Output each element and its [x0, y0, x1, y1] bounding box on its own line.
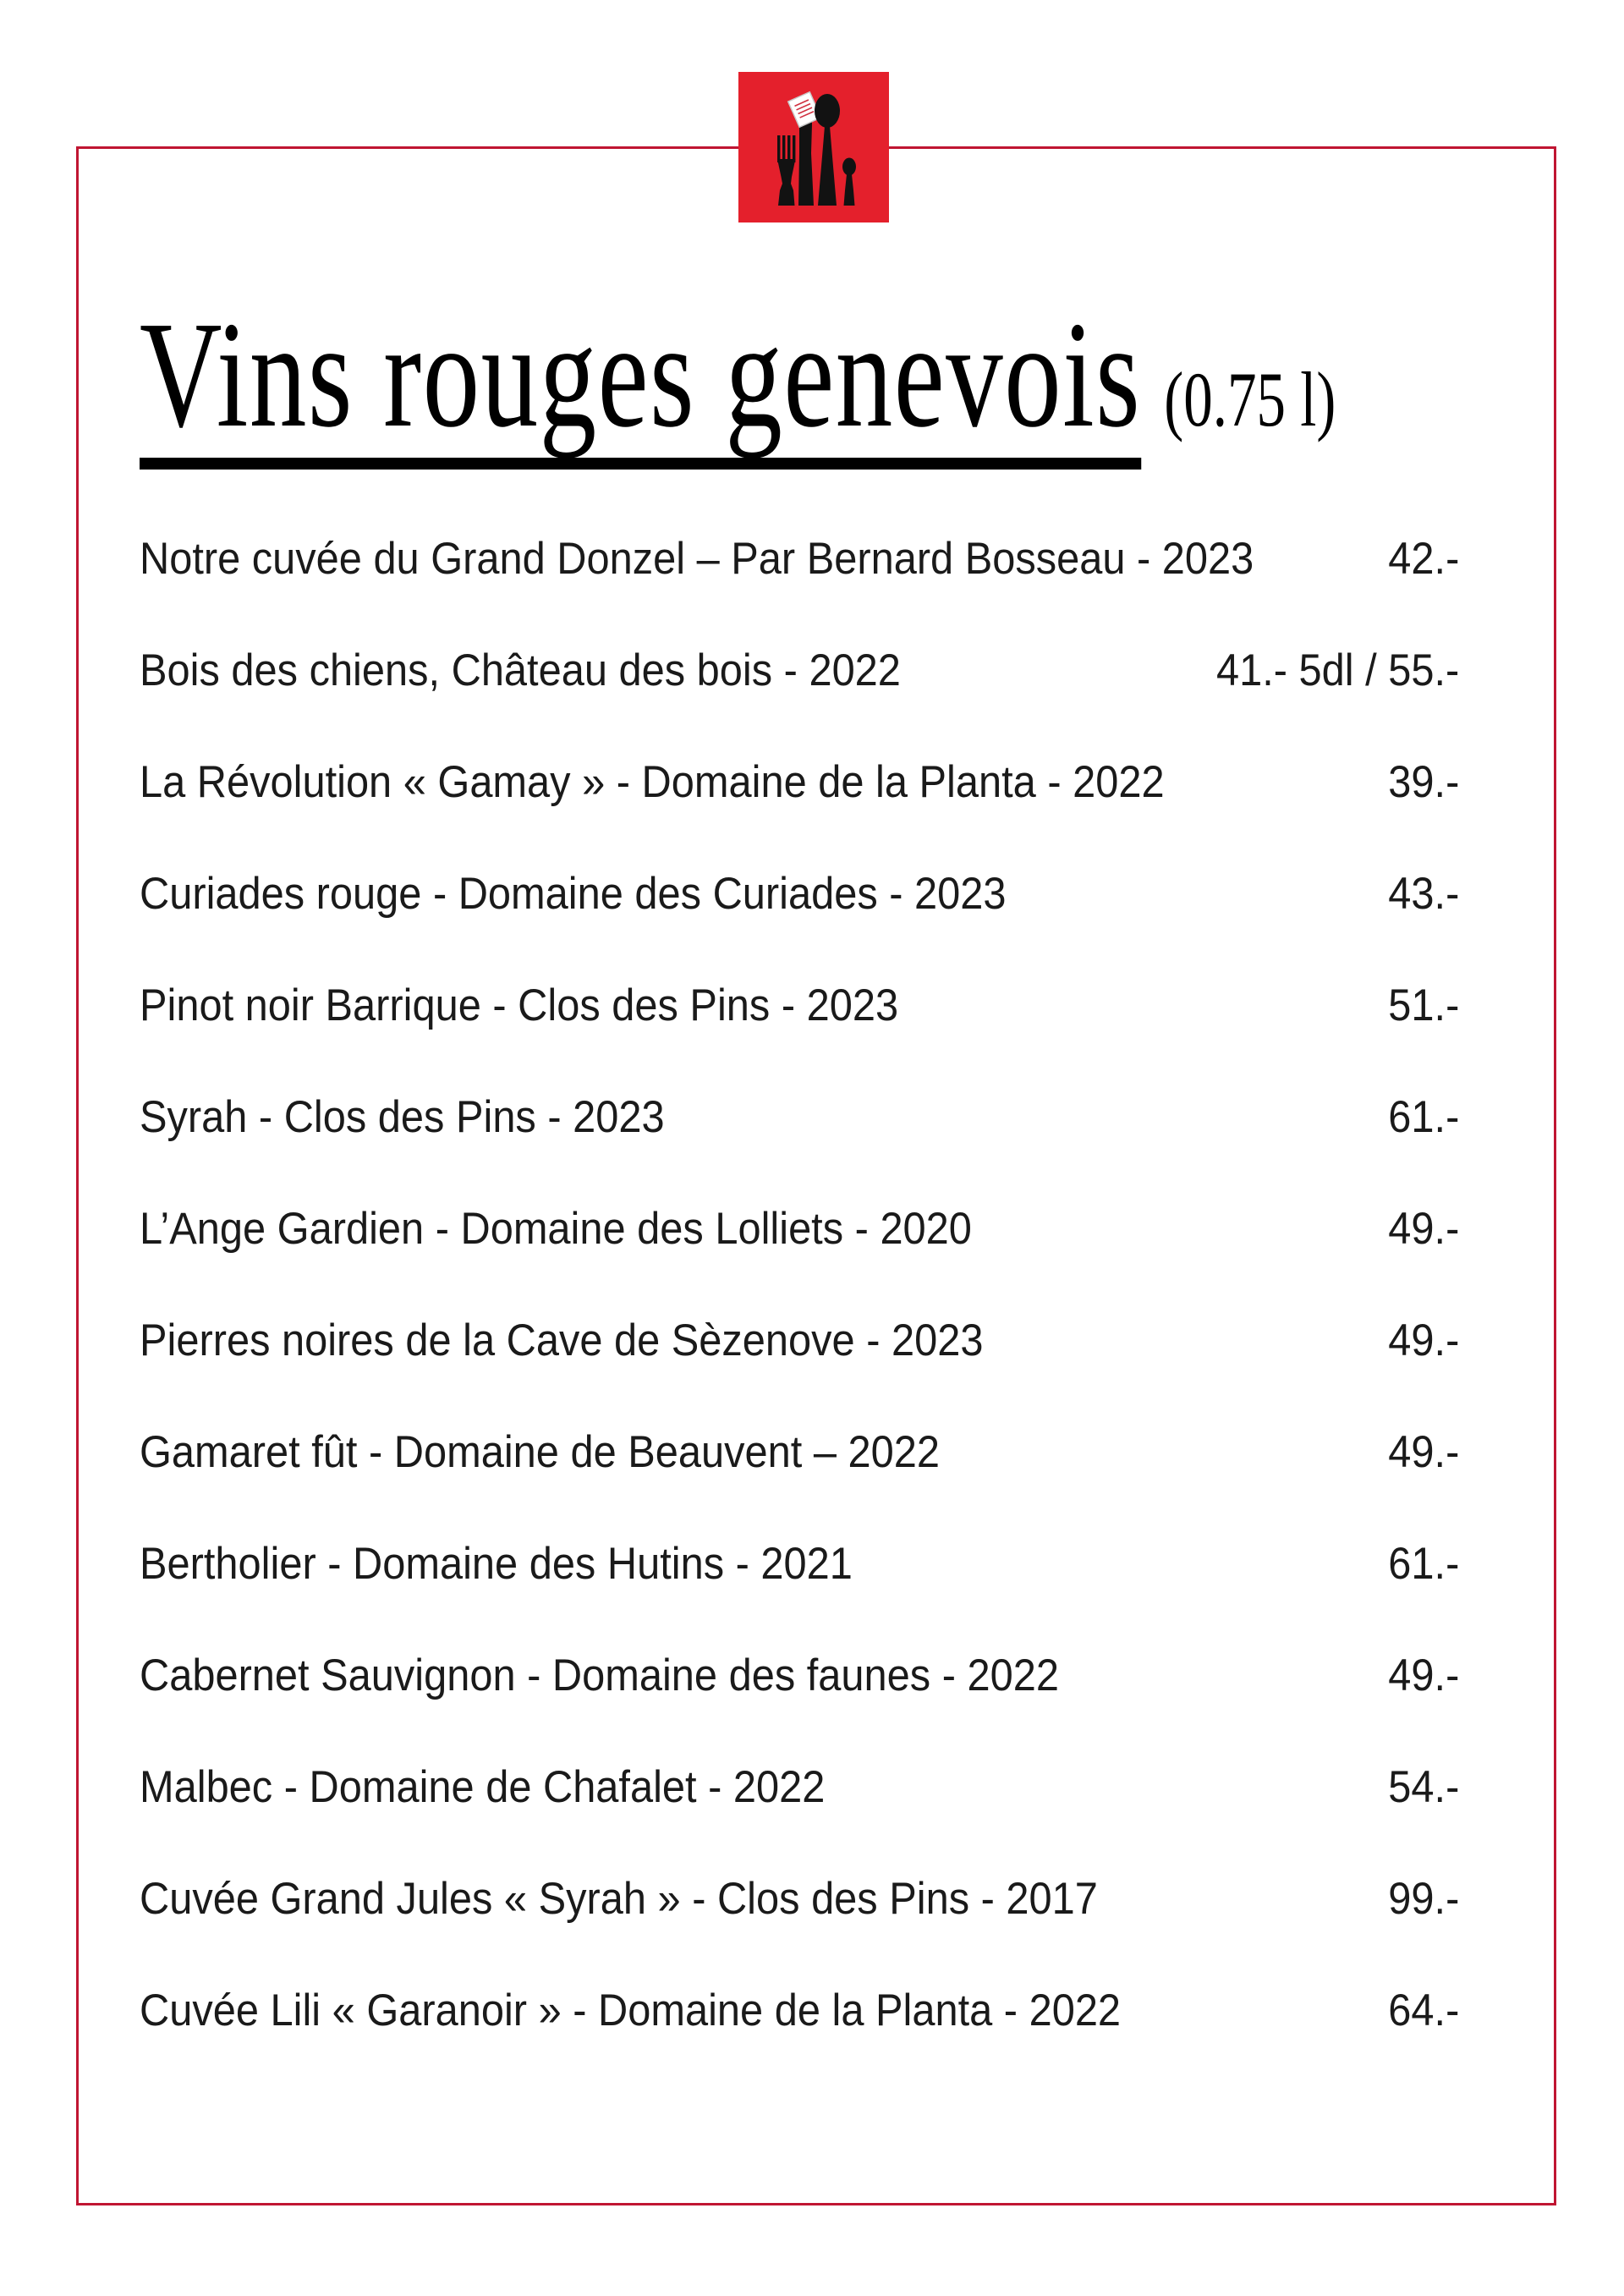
wine-name: Curiades rouge - Domaine des Curiades - 2023	[140, 869, 1007, 919]
wine-list-item	[140, 1094, 1459, 1141]
page-title	[140, 290, 1336, 470]
wine-price: 64.-	[1387, 1986, 1459, 2035]
wine-list-item	[140, 536, 1459, 583]
wine-price: 49.-	[1387, 1651, 1459, 1700]
wine-list-item	[140, 647, 1459, 695]
wine-list-item	[140, 1764, 1459, 1811]
fork-icon	[777, 135, 795, 206]
wine-name: Cuvée Lili « Garanoir » - Domaine de la Planta - 2022	[140, 1986, 1122, 2035]
page-title-volume: (0.75 l)	[1164, 356, 1336, 442]
wine-list-item	[140, 1206, 1459, 1253]
spoon-small-icon	[842, 158, 856, 206]
wine-name: Bertholier - Domaine des Hutins - 2021	[140, 1539, 853, 1589]
wine-name: La Révolution « Gamay » - Domaine de la Planta - 2022	[140, 757, 1165, 807]
wine-list	[140, 536, 1459, 2099]
wine-list-item	[140, 871, 1459, 918]
wine-list-item	[140, 1987, 1459, 2035]
cutlery-icon	[738, 72, 889, 222]
wine-price: 39.-	[1387, 757, 1459, 807]
wine-name: Notre cuvée du Grand Donzel – Par Bernard Bosseau - 2023	[140, 534, 1254, 584]
wine-name: Cuvée Grand Jules « Syrah » - Clos des Pins - 2017	[140, 1874, 1098, 1924]
wine-price: 42.-	[1387, 534, 1459, 584]
wine-price: 61.-	[1387, 1539, 1459, 1589]
wine-price: 41.- 5dl / 55.-	[1215, 645, 1459, 695]
restaurant-logo	[738, 72, 889, 222]
page-title-text: Vins rouges genevois	[140, 299, 1141, 470]
wine-price: 99.-	[1387, 1874, 1459, 1924]
wine-list-item	[140, 1541, 1459, 1588]
wine-list-item	[140, 1317, 1459, 1365]
wine-list-item	[140, 759, 1459, 806]
wine-name: Gamaret fût - Domaine de Beauvent – 2022	[140, 1427, 940, 1477]
wine-name: Pinot noir Barrique - Clos des Pins - 2023	[140, 980, 899, 1030]
wine-price: 43.-	[1387, 869, 1459, 919]
wine-name: Cabernet Sauvignon - Domaine des faunes - 2022	[140, 1651, 1059, 1700]
wine-price: 54.-	[1387, 1762, 1459, 1812]
wine-price: 51.-	[1387, 980, 1459, 1030]
wine-name: Syrah - Clos des Pins - 2023	[140, 1092, 665, 1142]
wine-price: 49.-	[1387, 1316, 1459, 1365]
wine-name: Bois des chiens, Château des bois - 2022	[140, 645, 901, 695]
spoon-large-icon	[815, 94, 840, 206]
wine-list-item	[140, 982, 1459, 1030]
wine-name: Pierres noires de la Cave de Sèzenove - 2023	[140, 1316, 984, 1365]
wine-price: 61.-	[1387, 1092, 1459, 1142]
wine-list-item	[140, 1876, 1459, 1923]
wine-name: Malbec - Domaine de Chafalet - 2022	[140, 1762, 826, 1812]
wine-name: L’Ange Gardien - Domaine des Lolliets - 2020	[140, 1204, 972, 1254]
wine-list-item	[140, 1429, 1459, 1476]
wine-price: 49.-	[1387, 1427, 1459, 1477]
wine-price: 49.-	[1387, 1204, 1459, 1254]
wine-list-item	[140, 1652, 1459, 1700]
